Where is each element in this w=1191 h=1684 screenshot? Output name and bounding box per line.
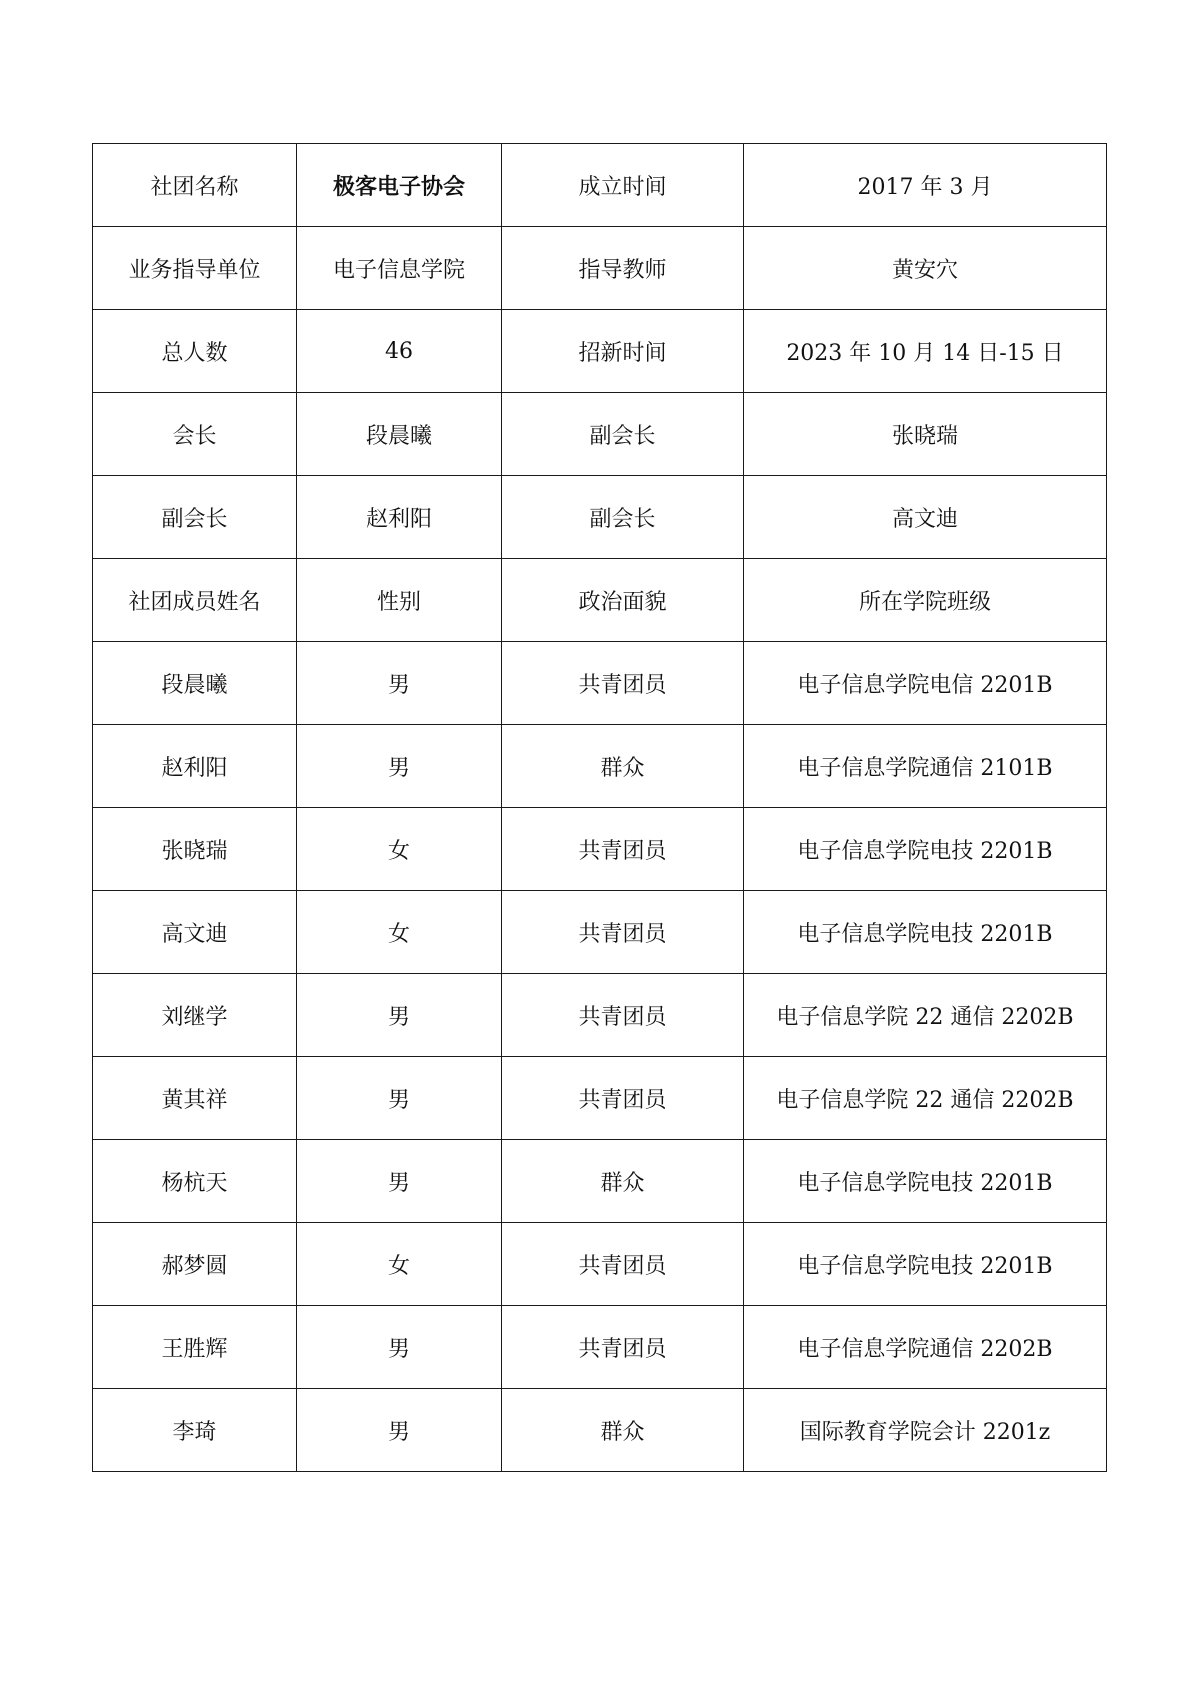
president-label: 会长 <box>93 393 297 476</box>
table-row <box>93 1306 1107 1389</box>
header-gender: 性别 <box>297 559 502 642</box>
member-name: 段晨曦 <box>93 642 297 725</box>
member-political: 共青团员 <box>502 808 744 891</box>
info-row-vice-presidents <box>93 476 1107 559</box>
table-row <box>93 974 1107 1057</box>
table-row <box>93 1057 1107 1140</box>
vp3-value: 高文迪 <box>744 476 1107 559</box>
members-header-row <box>93 559 1107 642</box>
member-name: 郝梦圆 <box>93 1223 297 1306</box>
info-row-president <box>93 393 1107 476</box>
info-row-unit <box>93 227 1107 310</box>
member-gender: 男 <box>297 974 502 1057</box>
recruit-value: 2023 年 10 月 14 日-15 日 <box>744 310 1107 393</box>
club-info-table <box>92 143 1107 1472</box>
info-row-total <box>93 310 1107 393</box>
table-row <box>93 1140 1107 1223</box>
member-name: 刘继学 <box>93 974 297 1057</box>
advisor-value: 黄安穴 <box>744 227 1107 310</box>
member-name: 杨杭天 <box>93 1140 297 1223</box>
member-class: 电子信息学院通信 2202B <box>744 1306 1107 1389</box>
member-name: 高文迪 <box>93 891 297 974</box>
member-gender: 男 <box>297 1389 502 1472</box>
header-political: 政治面貌 <box>502 559 744 642</box>
member-class: 电子信息学院电技 2201B <box>744 1140 1107 1223</box>
vp1-value: 张晓瑞 <box>744 393 1107 476</box>
table-row <box>93 891 1107 974</box>
table-row <box>93 725 1107 808</box>
member-class: 电子信息学院 22 通信 2202B <box>744 1057 1107 1140</box>
vp2-value: 赵利阳 <box>297 476 502 559</box>
vp3-label: 副会长 <box>502 476 744 559</box>
member-class: 电子信息学院电信 2201B <box>744 642 1107 725</box>
member-political: 共青团员 <box>502 1057 744 1140</box>
member-gender: 男 <box>297 1057 502 1140</box>
member-name: 王胜辉 <box>93 1306 297 1389</box>
member-gender: 男 <box>297 725 502 808</box>
vp2-label: 副会长 <box>93 476 297 559</box>
header-class: 所在学院班级 <box>744 559 1107 642</box>
unit-label: 业务指导单位 <box>93 227 297 310</box>
member-class: 电子信息学院 22 通信 2202B <box>744 974 1107 1057</box>
member-political: 群众 <box>502 1389 744 1472</box>
member-name: 李琦 <box>93 1389 297 1472</box>
president-value: 段晨曦 <box>297 393 502 476</box>
member-class: 电子信息学院电技 2201B <box>744 808 1107 891</box>
member-name: 黄其祥 <box>93 1057 297 1140</box>
member-class: 电子信息学院电技 2201B <box>744 891 1107 974</box>
member-name: 赵利阳 <box>93 725 297 808</box>
member-gender: 女 <box>297 1223 502 1306</box>
member-gender: 女 <box>297 808 502 891</box>
club-name-label: 社团名称 <box>93 144 297 227</box>
total-value: 46 <box>297 310 502 393</box>
member-political: 共青团员 <box>502 891 744 974</box>
member-political: 共青团员 <box>502 642 744 725</box>
member-gender: 男 <box>297 642 502 725</box>
total-label: 总人数 <box>93 310 297 393</box>
member-class: 电子信息学院通信 2101B <box>744 725 1107 808</box>
member-class: 国际教育学院会计 2201z <box>744 1389 1107 1472</box>
table-row <box>93 642 1107 725</box>
member-political: 共青团员 <box>502 974 744 1057</box>
member-gender: 男 <box>297 1140 502 1223</box>
vp1-label: 副会长 <box>502 393 744 476</box>
recruit-label: 招新时间 <box>502 310 744 393</box>
member-political: 共青团员 <box>502 1223 744 1306</box>
table-row <box>93 1223 1107 1306</box>
member-political: 共青团员 <box>502 1306 744 1389</box>
header-name: 社团成员姓名 <box>93 559 297 642</box>
founded-value: 2017 年 3 月 <box>744 144 1107 227</box>
founded-label: 成立时间 <box>502 144 744 227</box>
table-row <box>93 1389 1107 1472</box>
info-row-club <box>93 144 1107 227</box>
club-name-value: 极客电子协会 <box>297 144 502 227</box>
member-gender: 男 <box>297 1306 502 1389</box>
unit-value: 电子信息学院 <box>297 227 502 310</box>
advisor-label: 指导教师 <box>502 227 744 310</box>
member-gender: 女 <box>297 891 502 974</box>
member-political: 群众 <box>502 725 744 808</box>
member-political: 群众 <box>502 1140 744 1223</box>
table-row <box>93 808 1107 891</box>
member-name: 张晓瑞 <box>93 808 297 891</box>
member-class: 电子信息学院电技 2201B <box>744 1223 1107 1306</box>
